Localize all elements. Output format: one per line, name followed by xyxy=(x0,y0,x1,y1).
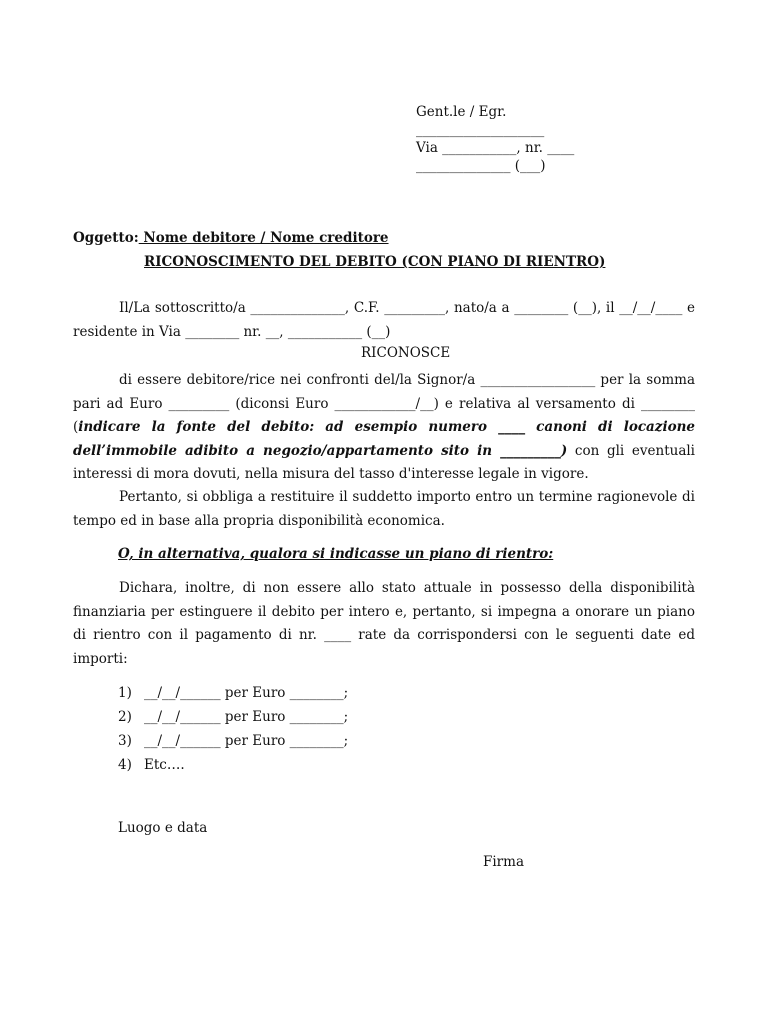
declarant-paragraph: Il/La sottoscritto/a ______________, C.F. _________, nato/a a ________ (__), il __/__/____ e residente in Via ________ nr. __, ___________ (__) xyxy=(73,300,695,340)
installment-number: 2) xyxy=(118,709,132,725)
recipient-salutation: Gent.le / Egr. xyxy=(416,104,507,120)
installment-text: __/__/______ per Euro ________; xyxy=(144,685,349,701)
installment-number: 3) xyxy=(118,733,132,749)
installment-list xyxy=(118,681,348,777)
installment-number: 1) xyxy=(118,685,132,701)
debt-text-end: con gli eventuali interessi di mora dovuti, nella misura del tasso d'interesse legale in vigore. xyxy=(73,442,695,482)
plan-paragraph: Dichara, inoltre, di non essere allo stato attuale in possesso della disponibilità finanziaria per estinguere il debito per intero e, pertanto, si impegna a onorare un piano di rientro con il pagamento di nr. ____ rate da corrispondersi con le seguenti date ed importi: xyxy=(73,580,695,667)
document-title: RICONOSCIMENTO DEL DEBITO (CON PIANO DI RIENTRO) xyxy=(144,254,606,270)
recipient-city-line: ______________ (___) xyxy=(416,158,546,174)
alternative-heading: O, in alternativa, qualora si indicasse un piano di rientro: xyxy=(118,546,554,562)
list-item xyxy=(118,729,348,753)
list-item xyxy=(118,753,348,777)
recipient-street-line: Via ___________, nr. ____ xyxy=(416,140,575,156)
recognizes-heading: RICONOSCE xyxy=(361,345,451,361)
recipient-name-line: ___________________ xyxy=(416,122,545,138)
subject-text: Nome debitore / Nome creditore xyxy=(138,230,389,246)
debt-paragraph xyxy=(73,369,695,487)
debt-text-start: di essere debitore/rice nei confronti del/la Signor/a _________________ per la somma pari ad Euro _________ (diconsi Euro ____________/__) e relativa al versamento di ________ ( xyxy=(73,372,695,435)
signature-label: Firma xyxy=(483,854,524,870)
installment-text: __/__/______ per Euro ________; xyxy=(144,733,349,749)
installment-number: 4) xyxy=(118,757,132,773)
subject-label: Oggetto: xyxy=(73,230,139,246)
debt-source-note: indicare la fonte del debito: ad esempio numero ____ canoni di locazione dell’immobile adibito a negozio/appartamento sito in _________) xyxy=(73,419,695,459)
installment-text: __/__/______ per Euro ________; xyxy=(144,709,349,725)
obligation-paragraph: Pertanto, si obbliga a restituire il suddetto importo entro un termine ragionevole di tempo ed in base alla propria disponibilità economica. xyxy=(73,489,695,529)
place-date-label: Luogo e data xyxy=(118,820,208,836)
subject-line xyxy=(73,230,389,246)
list-item xyxy=(118,681,348,705)
list-item xyxy=(118,705,348,729)
installment-text: Etc…. xyxy=(144,757,185,773)
